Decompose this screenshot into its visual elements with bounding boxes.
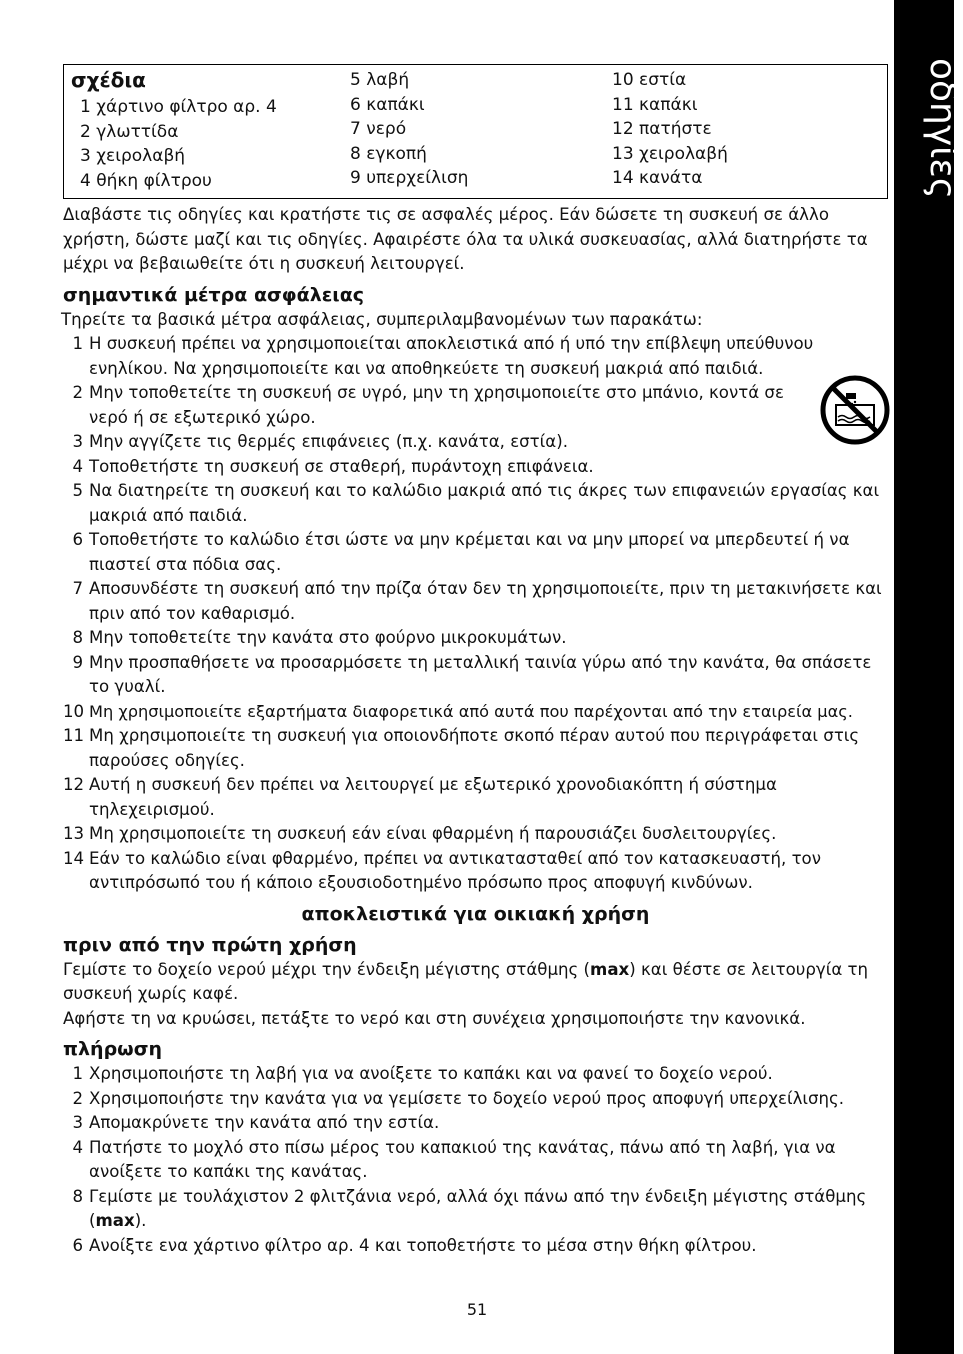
part-item: 2 γλωττίδα — [80, 121, 179, 142]
list-item: 6 Ανοίξτε ενα χάρτινο φίλτρο αρ. 4 και τοποθετήστε το μέσα στην θήκη φίλτρου. — [72, 1235, 757, 1255]
list-item: 13 Μη χρησιμοποιείτε τη συσκευή εάν είναι φθαρμένη ή παρουσιάζει δυσλειτουργίες. — [63, 824, 777, 843]
part-item: 11 καπάκι — [612, 94, 698, 115]
list-item: 10 Μη χρησιμοποιείτε εξαρτήματα διαφορετικά από αυτά που παρέχονται από την εταιρεία μας. — [63, 701, 853, 721]
list-item: 8 Γεμίστε με τουλάχιστον 2 φλιτζάνια νερό, αλλά όχι πάνω από την ένδειξη μέγιστης στάθμης (max). — [72, 1186, 867, 1230]
filling-heading: πλήρωση — [63, 1038, 163, 1060]
list-item: 3 Μην αγγίζετε τις θερμές επιφάνειες (π.χ. κανάτα, εστία). — [72, 432, 568, 451]
first-use-heading: πριν από την πρώτη χρήση — [63, 933, 357, 956]
part-item: 6 καπάκι — [350, 94, 425, 115]
part-item: 13 χειρολαβή — [612, 143, 728, 164]
list-item: 2 Μην τοποθετείτε τη συσκευή σε υγρό, μην τη χρησιμοποιείτε στο μπάνιο, κοντά σε νερό ή σε εξωτερικό χώρο. — [72, 383, 784, 427]
list-item: 1 Χρησιμοποιήστε τη λαβή για να ανοίξετε το καπάκι και να φανεί το δοχείο νερού. — [72, 1064, 773, 1083]
side-tab-label: οδηγίες — [922, 58, 963, 199]
parts-box — [63, 64, 888, 199]
safety-list — [63, 332, 888, 896]
safety-heading: σημαντικά μέτρα ασφάλειας — [63, 283, 365, 306]
list-item: 14 Εάν το καλώδιο είναι φθαρμένο, πρέπει να αντικατασταθεί από τον κατασκευαστή, τον αντιπρόσωπό του ή κάποιο εξουσιοδοτημένο πρόσωπο προς αποφυγή κινδύνων. — [63, 848, 821, 892]
list-item: 2 Χρησιμοποιήστε την κανάτα για να γεμίσετε το δοχείο νερού προς αποφυγή υπερχείλισης. — [72, 1088, 845, 1108]
part-item: 7 νερό — [350, 119, 407, 139]
list-item: 4 Τοποθετήστε τη συσκευή σε σταθερή, πυράντοχη επιφάνεια. — [72, 456, 594, 476]
part-item: 9 υπερχείλιση — [350, 168, 469, 188]
list-item: 12 Αυτή η συσκευή δεν πρέπει να λειτουργεί με εξωτερικό χρονοδιακόπτη ή σύστημα τηλεχειρισμού. — [63, 775, 777, 819]
list-item: 8 Μην τοποθετείτε την κανάτα στο φούρνο μικροκυμάτων. — [72, 628, 567, 647]
parts-title: σχέδια — [71, 68, 146, 92]
list-item: 9 Μην προσπαθήσετε να προσαρμόσετε τη μεταλλική ταινία γύρω από την κανάτα, θα σπάσετε το γυαλί. — [72, 652, 872, 696]
first-use-paragraph-1: Γεμίστε το δοχείο νερού μέχρι την ένδειξη μέγιστης στάθμης (max) και θέστε σε λειτουργία τη συσκευή χωρίς καφέ. — [63, 959, 869, 1003]
part-item: 12 πατήστε — [612, 119, 712, 139]
household-note: αποκλειστικά για οικιακή χρήση — [301, 902, 650, 925]
list-item: 7 Αποσυνδέστε τη συσκευή από την πρίζα όταν δεν τη χρησιμοποιείτε, πριν τη μετακινήσετε και πριν από τον καθαρισμό. — [72, 579, 882, 623]
content — [63, 203, 888, 1258]
list-item: 11 Μη χρησιμοποιείτε τη συσκευή για οποιονδήποτε σκοπό πέραν αυτού που περιγράφεται στις παρούσες οδηγίες. — [63, 726, 860, 770]
page-number: 51 — [466, 1300, 488, 1319]
list-item: 4 Πατήστε το μοχλό στο πίσω μέρος του καπακιού της κανάτας, πάνω από τη λαβή, για να ανοίξετε το καπάκι της κανάτας. — [72, 1137, 836, 1181]
side-tab — [894, 0, 954, 1354]
part-item: 10 εστία — [612, 70, 687, 90]
safety-lead: Τηρείτε τα βασικά μέτρα ασφάλειας, συμπεριλαμβανομένων των παρακάτω: — [61, 309, 703, 329]
parts-column-1 — [80, 95, 277, 193]
list-item: 1 Η συσκευή πρέπει να χρησιμοποιείται αποκλειστικά από ή υπό την επίβλεψη υπεύθυνου ενηλίκου. Να χρησιμοποιείτε και να αποθηκεύετε τη συσκευή μακριά από παιδιά. — [72, 334, 814, 378]
part-item: 4 θήκη φίλτρου — [80, 170, 212, 191]
intro-paragraph: Διαβάστε τις οδηγίες και κρατήστε τις σε ασφαλές μέρος. Εάν δώσετε τη συσκευή σε άλλο χρήστη, δώστε μαζί και τις οδηγίες. Αφαιρέστε όλα τα υλικά συσκευασίας, αλλά διατηρήστε τα μέχρι να βεβαιωθείτε ότι η συσκευή λειτουργεί. — [63, 205, 868, 273]
list-item: 5 Να διατηρείτε τη συσκευή και το καλώδιο μακριά από τις άκρες των επιφανειών εργασίας και μακριά από παιδιά. — [72, 481, 880, 525]
part-item: 14 κανάτα — [612, 168, 703, 188]
first-use-paragraph-2: Αφήστε τη να κρυώσει, πετάξτε το νερό και στη συνέχεια χρησιμοποιήστε την κανονικά. — [63, 1008, 806, 1028]
part-item: 5 λαβή — [350, 70, 410, 90]
parts-column-3 — [612, 68, 728, 191]
no-water-immersion-icon — [820, 375, 890, 445]
parts-column-2 — [350, 68, 468, 191]
filling-list — [63, 1062, 888, 1258]
part-item: 8 εγκοπή — [350, 143, 427, 164]
list-item: 6 Τοποθετήστε το καλώδιο έτσι ώστε να μην κρέμεται και να μην μπορεί να μπερδευτεί ή να πιαστεί στα πόδια σας. — [72, 530, 850, 574]
part-item: 3 χειρολαβή — [80, 146, 186, 166]
part-item: 1 χάρτινο φίλτρο αρ. 4 — [80, 97, 277, 117]
list-item: 3 Απομακρύνετε την κανάτα από την εστία. — [72, 1113, 440, 1132]
